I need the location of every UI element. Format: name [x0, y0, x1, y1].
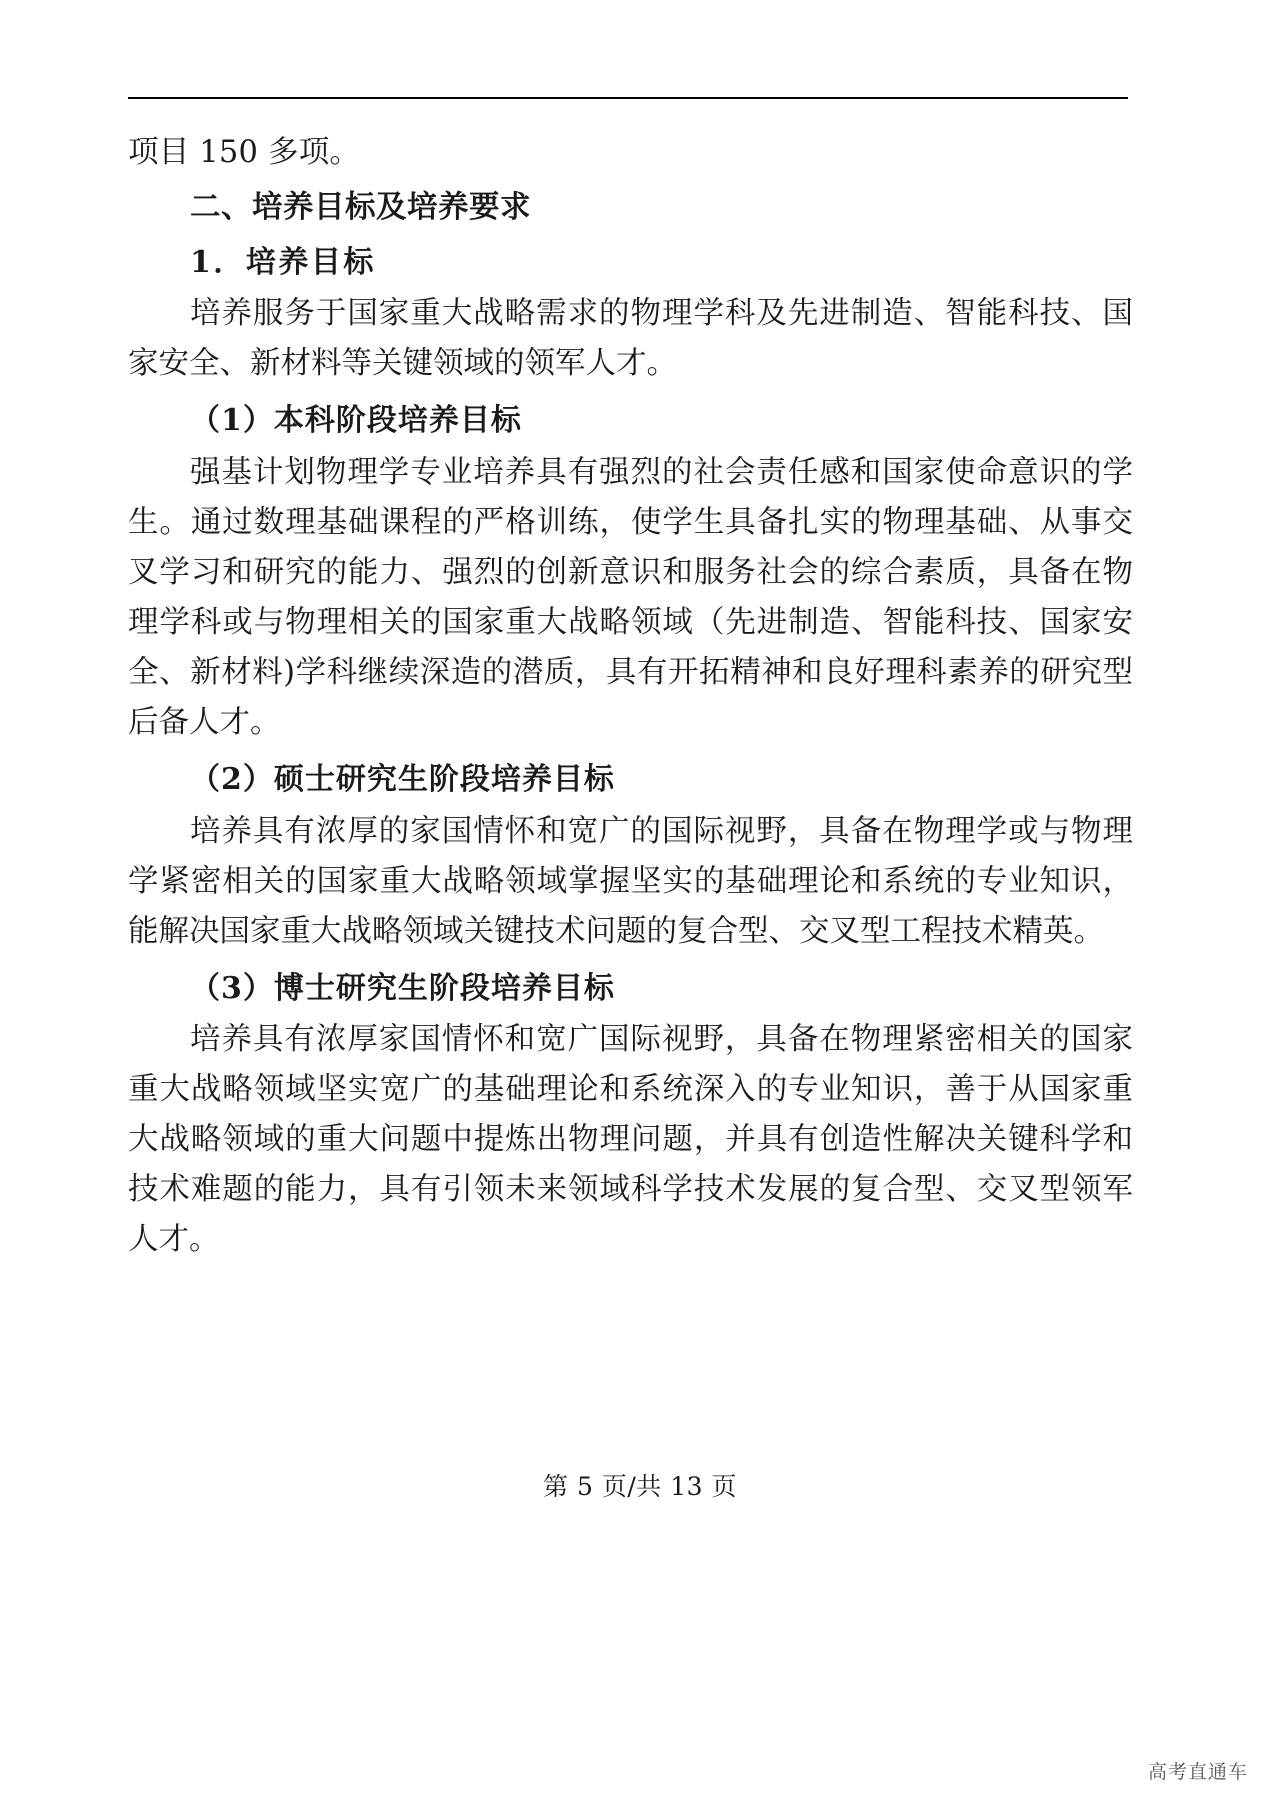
item-heading-doctoral: （3）博士研究生阶段培养目标 [190, 970, 615, 1006]
subsection-intro-paragraph: 培养服务于国家重大战略需求的物理学科及先进制造、智能科技、国家安全、新材料等关键领域的领军人才。 [128, 296, 1133, 382]
section-heading: 二、培养目标及培养要求 [190, 189, 531, 226]
item-body-undergraduate: 强基计划物理学专业培养具有强烈的社会责任感和国家使命意识的学生。通过数理基础课程的严格训练，使学生具备扎实的物理基础、从事交叉学习和研究的能力、强烈的创新意识和服务社会的综合素质，具备在物理学科或与物理相关的国家重大战略领域（先进制造、智能科技、国家安全、新材料)学科继续深造的潜质，具有开拓精神和良好理科素养的研究型后备人才。 [128, 455, 1133, 741]
item-heading-undergraduate: （1）本科阶段培养目标 [190, 403, 522, 439]
item-body-master: 培养具有浓厚的家国情怀和宽广的国际视野，具备在物理学或与物理学紧密相关的国家重大战略领域掌握坚实的基础理论和系统的专业知识，能解决国家重大战略领域关键技术问题的复合型、交叉型工程技术精英。 [128, 813, 1133, 949]
subsection-heading: 1．培养目标 [190, 244, 376, 280]
document-body [128, 128, 1133, 1265]
continued-line: 项目 150 多项。 [128, 135, 361, 170]
header-divider [128, 97, 1128, 99]
page-footer: 第 5 页/共 13 页 [543, 1472, 737, 1501]
watermark-label: 高考直通车 [1147, 1761, 1248, 1783]
item-heading-master: （2）硕士研究生阶段培养目标 [190, 762, 615, 798]
item-body-doctoral: 培养具有浓厚家国情怀和宽广国际视野，具备在物理紧密相关的国家重大战略领域坚实宽广的基础理论和系统深入的专业知识，善于从国家重大战略领域的重大问题中提炼出物理问题，并具有创造性解决关键科学和技术难题的能力，具有引领未来领域科学技术发展的复合型、交叉型领军人才。 [128, 1022, 1133, 1258]
